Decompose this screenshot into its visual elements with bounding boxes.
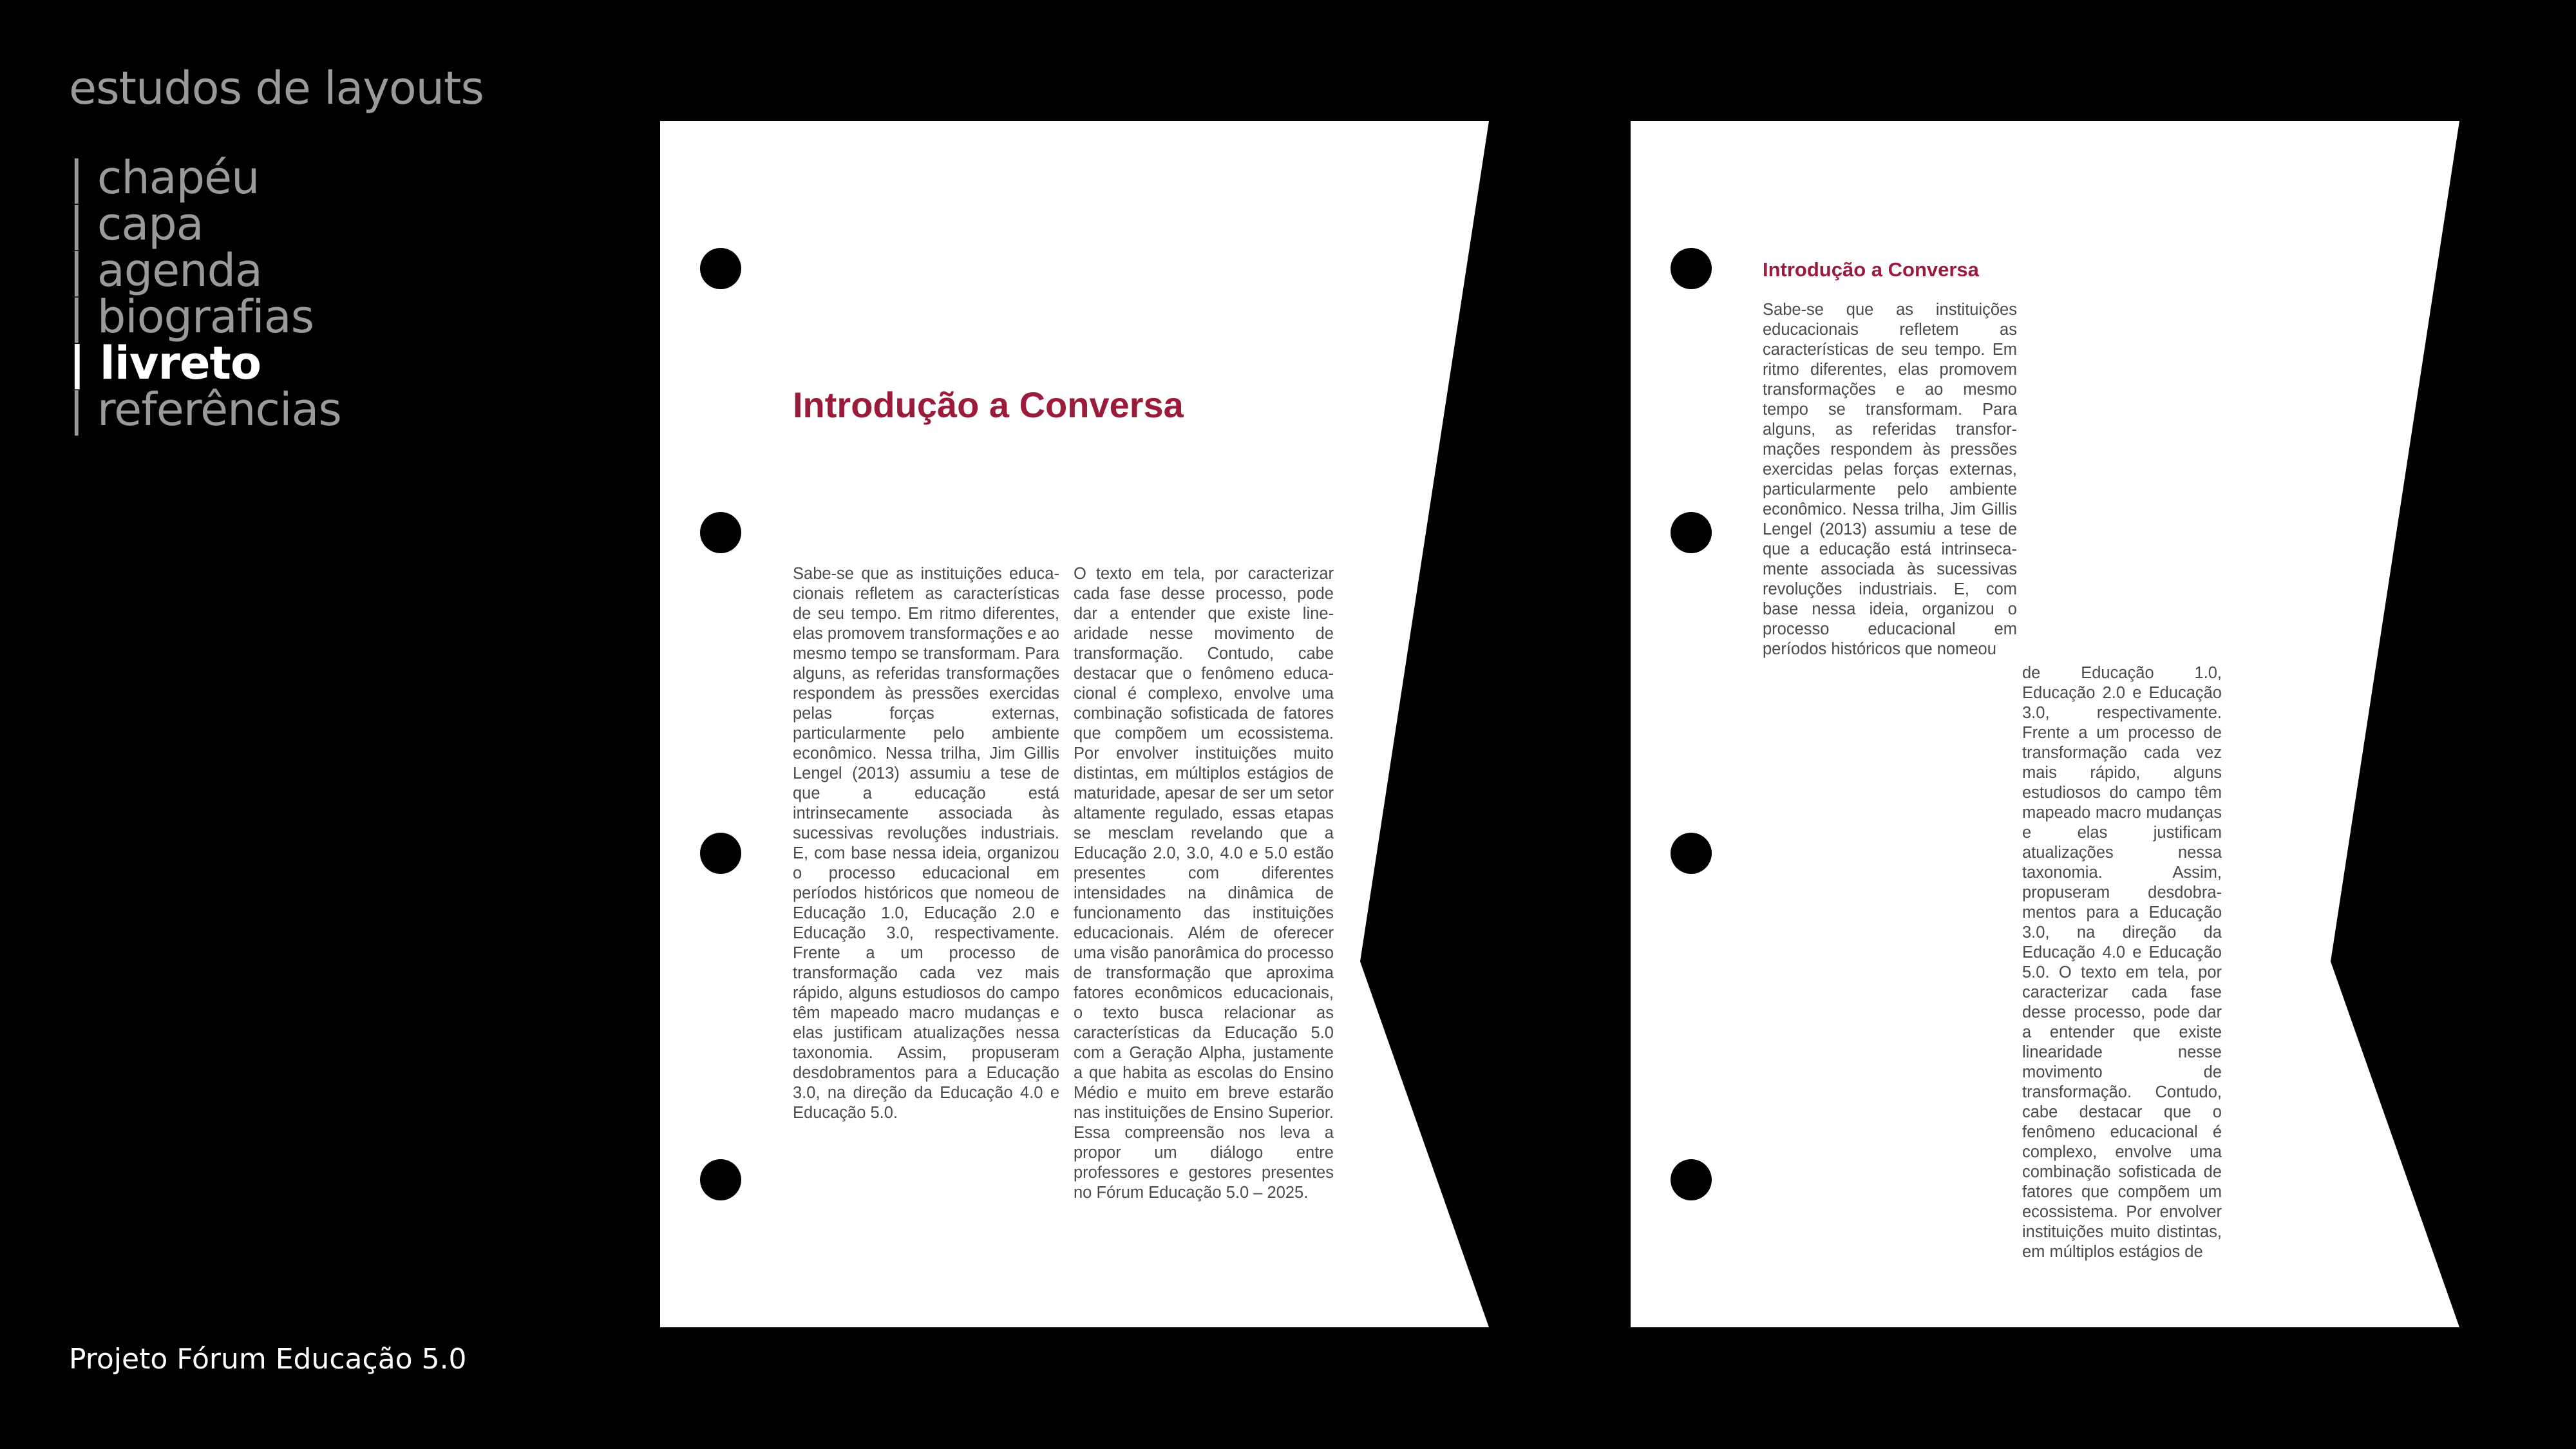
binder-hole	[700, 512, 741, 553]
nav-item-chapeu[interactable]: | chapéu	[69, 151, 260, 204]
layout-page-two-columns	[660, 121, 1491, 1327]
binder-hole	[1671, 512, 1712, 553]
binder-hole	[1671, 1159, 1712, 1200]
binder-hole	[1671, 248, 1712, 289]
nav-item-livreto[interactable]: | livreto	[69, 337, 261, 390]
nav-item-agenda[interactable]: | agenda	[69, 244, 262, 297]
binder-hole	[1671, 833, 1712, 874]
nav-item-referencias[interactable]: | referências	[69, 383, 341, 436]
body-column-1: Sabe-se que as instituições educacionais refletem as características de seu tempo. Em ritmo diferentes, elas promovem transformações e ao mesmo tempo se transformam. Para alguns, as referidas transformações respondem às pressões exercidas pelas forças externas, particularmente pelo ambiente econômico. Nessa trilha, Jim Gillis Lengel (2013) assumiu a tese de que a educação está intrinsecamente associada às sucessivas revoluções industriais. E, com base nessa ideia, organizou o processo educacional em períodos históricos que nomeou	[1763, 301, 2017, 658]
body-column-1: Sabe-se que as instituições educacionais refletem as características de seu tempo. Em ritmo diferentes, elas promovem transformações e ao mesmo tempo se transformam. Para alguns, as referidas transformações respondem às pressões exercidas pelas forças externas, particularmente pelo ambiente econômico. Nessa trilha, Jim Gillis Lengel (2013) assumiu a tese de que a educação está intrinsecamente associada às sucessivas revoluções industriais. E, com base nessa ideia, organizou o processo educacional em períodos históricos que nomeou de Educação 1.0, Educação 2.0 e Educação 3.0, respectivamente. Frente a um processo de transformação cada vez mais rápido, alguns estudiosos do campo têm mapeado macro mudanças e elas justificam atualizações nessa taxonomia. Assim, propuseram desdobramentos para a Educação 3.0, na direção da Educação 4.0 e Educação 5.0.	[793, 565, 1059, 1122]
body-column-2: de Educação 1.0, Educação 2.0 e Educação 3.0, respectivamente. Frente a um processo de transformação cada vez mais rápido, alguns estudiosos do campo têm mapeado macro mudanças e elas justificam atualizações nessa taxonomia. Assim, propuseram desdobramentos para a Educação 3.0, na direção da Educação 4.0 e Educação 5.0. O texto em tela, por caracterizar cada fase desse processo, pode dar a entender que existe linearidade nesse movimento de transformação. Contudo, cabe destacar que o fenômeno educacional é complexo, envolve uma combinação sofisticada de fatores que compõem um ecossistema. Por envolver instituições muito distintas, em múltiplos estágios de	[2022, 664, 2222, 1261]
binder-hole	[700, 248, 741, 289]
layout-nav	[69, 151, 341, 436]
nav-item-capa[interactable]: | capa	[69, 198, 204, 251]
page-heading: Introdução a Conversa	[1763, 258, 1979, 281]
body-column-2: O texto em tela, por caracterizar cada fase desse processo, pode dar a entender que existe linearidade nesse movimento de transformação. Contudo, cabe destacar que o fenômeno educacional é complexo, envolve uma combinação sofisticada de fatores que compõem um ecossistema. Por envolver instituições muito distintas, em múltiplos estágios de maturidade, apesar de ser um setor altamente regulado, essas etapas se mesclam revelando que a Educação 2.0, 3.0, 4.0 e 5.0 estão presentes com diferentes intensidades na dinâmica de funcionamento das instituições educacionais. Além de oferecer uma visão panorâmica do processo de transformação que aproxima fatores econômicos educacionais, o texto busca relacionar as características da Educação 5.0 com a Geração Alpha, justamente a que habita as escolas do Ensino Médio e muito em breve estarão nas instituições de Ensino Superior. Essa compreensão nos leva a propor um diálogo entre professores e gestores presentes no Fórum Educação 5.0 – 2025.	[1074, 565, 1334, 1202]
nav-item-biografias[interactable]: | biografias	[69, 290, 314, 343]
page-heading: Introdução a Conversa	[793, 384, 1184, 425]
binder-hole	[700, 833, 741, 874]
project-footer: Projeto Fórum Educação 5.0	[69, 1343, 467, 1376]
layout-page-offset-columns	[1631, 121, 2461, 1327]
binder-hole	[700, 1159, 741, 1200]
section-title: estudos de layouts	[69, 62, 484, 115]
